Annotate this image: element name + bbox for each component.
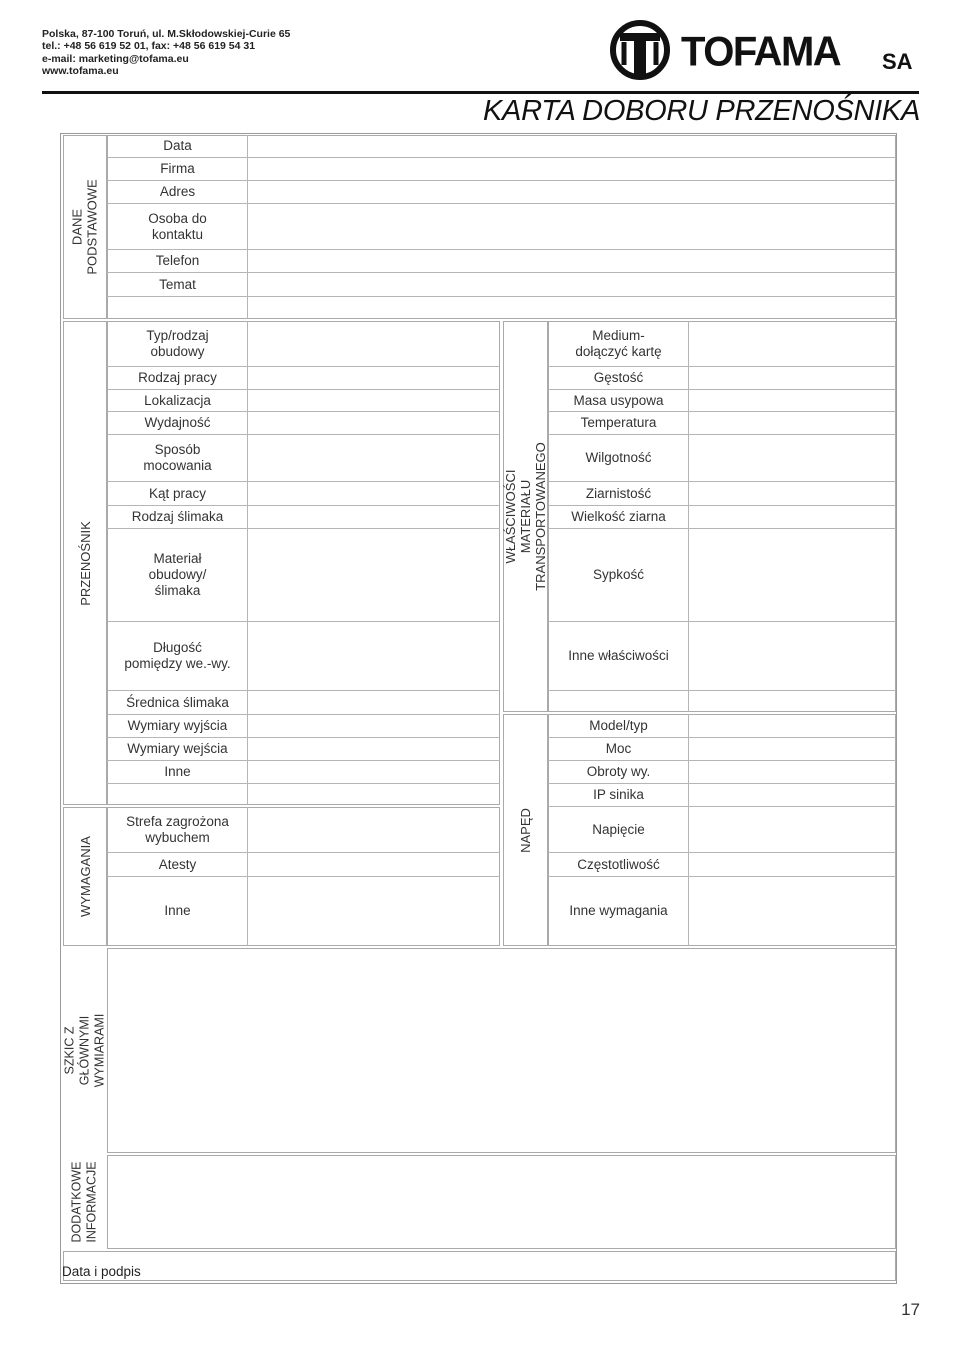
field-label-certificates: Atesty [158,856,197,872]
page-number: 17 [901,1300,920,1319]
column-divider [688,714,689,946]
field-label-voltage: Napięcie [592,821,645,837]
field-label-housing-type: Typ/rodzaj obudowy [146,328,209,359]
row-divider [107,783,500,784]
section-conveyor-label: PRZENOŚNIK [77,520,93,606]
field-label-material: Materiał obudowy/ ślimaka [148,551,207,598]
field-label-location: Lokalizacja [144,392,211,408]
section-requirements-label: WYMAGANIA [77,836,93,917]
column-divider [247,135,248,319]
field-label-other-properties: Inne właściwości [568,648,669,663]
field-label-frequency: Częstotliwość [577,856,660,872]
field-label-capacity: Wydajność [144,415,211,430]
field-label-grain-size: Wielkość ziarna [571,509,666,524]
field-label-company: Firma [160,161,195,176]
column-divider [688,321,689,712]
company-contact-block [42,28,290,77]
sketch-area [107,948,896,1153]
field-label-explosion-zone: Strefa zagrożona wybuchem [126,814,229,845]
field-label-contact-person: Osoba do kontaktu [148,210,207,242]
company-website: www.tofama.eu [42,64,119,77]
field-label-density: Gęstość [593,370,644,385]
section-basic-label: DANE PODSTAWOWE [70,179,100,275]
logo-suffix: SA [882,49,913,74]
row-divider [548,690,896,691]
logo-wordmark: TOFAMA [681,28,841,76]
column-divider [247,321,248,805]
page-title: KARTA DOBORU PRZENOŚNIKA [482,95,920,127]
signature-label: Data i podpis [62,1264,141,1279]
field-label-date: Data [163,138,192,153]
field-label-power: Moc [605,741,632,756]
field-label-model: Model/typ [589,718,648,733]
field-label-granularity: Ziarnistość [585,485,652,501]
company-address: Polska, 87-100 Toruń, ul. M.Skłodowskiej-Curie 65 [42,28,291,40]
field-label-address: Adres [159,184,196,199]
field-label-screw-diameter: Średnica ślimaka [126,694,229,710]
field-label-angle: Kąt pracy [148,485,207,501]
row-divider [107,296,896,297]
signature-row [63,1251,896,1281]
field-label-screw-type: Rodzaj ślimaka [131,509,224,524]
section-drive-label: NAPĘD [517,807,533,853]
tofama-logo-icon [610,20,670,80]
field-label-mounting: Sposób mocowania [143,442,212,473]
field-label-outlet-dims: Wymiary wyjścia [127,718,228,733]
section-material-label: WŁAŚCIWOŚCI MATERIAŁU TRANSPORTOWANEGO [503,442,548,591]
field-label-inlet-dims: Wymiary wejścia [127,741,228,756]
field-label-temperature: Temperatura [580,415,657,430]
field-label-work-type: Rodzaj pracy [138,370,217,385]
field-label-subject: Temat [159,276,196,292]
company-email: e-mail: marketing@tofama.eu [42,52,189,65]
field-label-other: Inne [164,764,191,779]
company-phone: tel.: +48 56 619 52 01, fax: +48 56 619 54 31 [42,40,256,53]
field-label-humidity: Wilgotność [585,450,652,465]
field-label-bulk-mass: Masa usypowa [573,392,664,408]
section-additional-label: DODATKOWE INFORMACJE [70,1161,99,1243]
field-label-flowability: Sypkość [592,567,645,582]
header-rule [42,91,919,94]
field-label-medium: Medium- dołączyć kartę [575,328,662,359]
field-label-other-requirements: Inne wymagania [569,903,668,918]
field-label-phone: Telefon [155,253,200,268]
field-label-ip-rating: IP sinika [593,787,644,802]
additional-info-area [107,1155,896,1249]
field-label-requirements-other: Inne [164,903,191,918]
section-sketch-label: SZKIC Z GŁÓWNYMI WYMIARAMI [62,1013,107,1088]
field-label-length: Długość pomiędzy we.-wy. [124,640,231,671]
field-label-output-speed: Obroty wy. [586,764,651,779]
